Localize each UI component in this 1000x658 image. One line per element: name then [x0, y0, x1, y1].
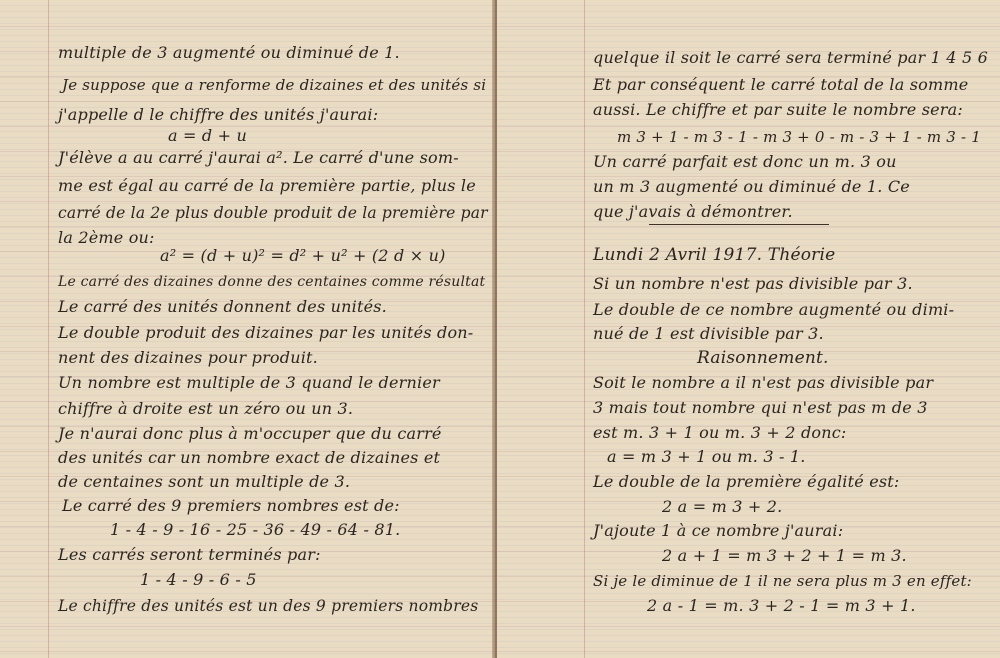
right-line-11: nué de 1 est divisible par 3. — [593, 324, 824, 343]
left-line-16: Je n'aurai donc plus à m'occuper que du carré — [58, 424, 442, 443]
left-line-1: multiple de 3 augmenté ou diminué de 1. — [58, 43, 400, 62]
right-line-8-date-heading: Lundi 2 Avril 1917. Théorie — [593, 245, 836, 265]
left-line-19: Le carré des 9 premiers nombres est de: — [62, 496, 400, 515]
left-line-2: Je suppose que a renforme de dizaines et des unités si — [62, 76, 487, 94]
right-page — [497, 0, 1000, 658]
right-line-7: que j'avais à démontrer. — [593, 202, 793, 221]
left-line-18: de centaines sont un multiple de 3. — [58, 472, 351, 491]
left-line-22: 1 - 4 - 9 - 6 - 5 — [140, 570, 257, 589]
left-line-21: Les carrés seront terminés par: — [58, 545, 321, 564]
left-line-20: 1 - 4 - 9 - 16 - 25 - 36 - 49 - 64 - 81. — [110, 520, 401, 539]
right-line-21: Si je le diminue de 1 il ne sera plus m 3 en effet: — [593, 572, 972, 590]
right-line-19: J'ajoute 1 à ce nombre j'aurai: — [593, 521, 844, 540]
left-line-15: chiffre à droite est un zéro ou un 3. — [58, 399, 354, 418]
left-line-17: des unités car un nombre exact de dizaines et — [58, 448, 441, 467]
right-line-9: Si un nombre n'est pas divisible par 3. — [593, 274, 913, 293]
right-line-3: aussi. Le chiffre et par suite le nombre sera: — [593, 100, 963, 119]
right-line-12-section-heading: Raisonnement. — [697, 348, 829, 368]
left-line-3: j'appelle d le chiffre des unités j'aurai: — [58, 105, 379, 124]
right-margin-line — [584, 0, 585, 658]
left-line-10: Le carré des dizaines donne des centaines comme résultat — [58, 274, 486, 290]
end-rule — [649, 224, 829, 225]
right-line-20: 2 a + 1 = m 3 + 2 + 1 = m 3. — [662, 546, 907, 565]
left-line-12: Le double produit des dizaines par les unités don- — [58, 323, 474, 342]
left-margin-line — [48, 0, 49, 658]
left-line-5: J'élève a au carré j'aurai a². Le carré d'une som- — [58, 148, 459, 167]
right-line-4: m 3 + 1 - m 3 - 1 - m 3 + 0 - m - 3 + 1 - m 3 - 1 — [617, 128, 981, 146]
right-line-15: est m. 3 + 1 ou m. 3 + 2 donc: — [593, 423, 847, 442]
left-line-9: a² = (d + u)² = d² + u² + (2 d × u) — [160, 246, 446, 265]
right-line-5: Un carré parfait est donc un m. 3 ou — [593, 152, 897, 171]
left-line-13: nent des dizaines pour produit. — [58, 348, 318, 367]
left-line-14: Un nombre est multiple de 3 quand le dernier — [58, 373, 440, 392]
right-line-10: Le double de ce nombre augmenté ou dimi- — [593, 300, 955, 319]
left-line-4: a = d + u — [168, 126, 248, 145]
right-line-17: Le double de la première égalité est: — [593, 472, 900, 491]
right-line-18: 2 a = m 3 + 2. — [662, 497, 783, 516]
right-line-16: a = m 3 + 1 ou m. 3 - 1. — [607, 447, 806, 466]
right-line-6: un m 3 augmenté ou diminué de 1. Ce — [593, 177, 910, 196]
left-line-11: Le carré des unités donnent des unités. — [58, 297, 387, 316]
right-line-22: 2 a - 1 = m. 3 + 2 - 1 = m 3 + 1. — [647, 596, 916, 615]
left-line-6: me est égal au carré de la première partie, plus le — [58, 176, 476, 195]
right-line-1: quelque il soit le carré sera terminé par 1 4 5 6 — [593, 48, 988, 67]
right-line-14: 3 mais tout nombre qui n'est pas m de 3 — [593, 398, 928, 417]
right-line-2: Et par conséquent le carré total de la somme — [593, 75, 969, 94]
left-line-7: carré de la 2e plus double produit de la première par — [58, 204, 488, 222]
right-line-13: Soit le nombre a il n'est pas divisible par — [593, 373, 934, 392]
left-line-23: Le chiffre des unités est un des 9 premiers nombres — [58, 597, 479, 615]
left-page — [0, 0, 495, 658]
left-line-8: la 2ème ou: — [58, 228, 155, 247]
